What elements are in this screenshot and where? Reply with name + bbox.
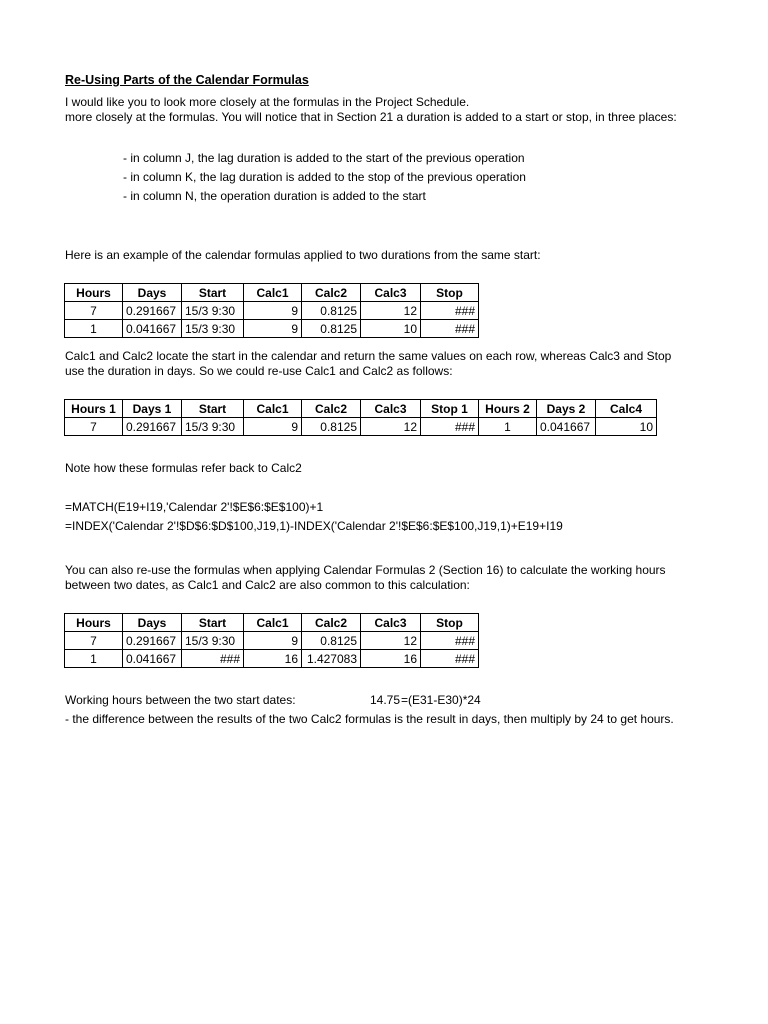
bullet-column-k: - in column K, the lag duration is added to the stop of the previous operation bbox=[123, 170, 526, 184]
cell-hours: 1 bbox=[65, 320, 123, 338]
cell-days: 0.041667 bbox=[123, 650, 182, 668]
clipped-text-line: You can also re-use the formulas when applying Calendar Formulas 2 (Section 16) to calculate the working hours bbox=[65, 563, 666, 577]
cell-stop: ### bbox=[421, 320, 479, 338]
table-row bbox=[65, 302, 479, 320]
header-calc2: Calc2 bbox=[302, 400, 361, 418]
cell-calc2: 0.8125 bbox=[302, 320, 361, 338]
header-calc4: Calc4 bbox=[596, 400, 657, 418]
header-stop: Stop bbox=[421, 614, 479, 632]
cell-calc3: 12 bbox=[361, 632, 421, 650]
header-days: Days bbox=[123, 614, 182, 632]
cell-days-2: 0.041667 bbox=[537, 418, 596, 436]
cell-calc1: 9 bbox=[244, 418, 302, 436]
cell-days: 0.041667 bbox=[123, 320, 182, 338]
cell-calc2: 0.8125 bbox=[302, 302, 361, 320]
header-calc3: Calc3 bbox=[361, 400, 421, 418]
cell-start: 15/3 9:30 bbox=[182, 302, 244, 320]
header-stop-1: Stop 1 bbox=[421, 400, 479, 418]
final-explanation: - the difference between the results of the two Calc2 formulas is the result in days, then multiply by 24 to get hours. bbox=[65, 712, 674, 726]
header-start: Start bbox=[182, 614, 244, 632]
cell-stop: ### bbox=[421, 302, 479, 320]
header-hours: Hours bbox=[65, 284, 123, 302]
header-calc1: Calc1 bbox=[244, 284, 302, 302]
cell-calc3: 10 bbox=[361, 320, 421, 338]
header-hours-2: Hours 2 bbox=[479, 400, 537, 418]
header-days-2: Days 2 bbox=[537, 400, 596, 418]
cell-start: 15/3 9:30 bbox=[182, 418, 244, 436]
working-hours-value: 14.75 bbox=[369, 693, 400, 707]
cell-stop: ### bbox=[421, 650, 479, 668]
table-row bbox=[65, 650, 479, 668]
clipped-text-line: I would like you to look more closely at the formulas in the Project Schedule. bbox=[65, 95, 470, 109]
cell-start: 15/3 9:30 bbox=[182, 632, 244, 650]
cell-calc1: 9 bbox=[244, 302, 302, 320]
example-intro: Here is an example of the calendar formulas applied to two durations from the same start: bbox=[65, 248, 541, 262]
table-row bbox=[65, 418, 657, 436]
cell-hours: 7 bbox=[65, 302, 123, 320]
header-calc2: Calc2 bbox=[302, 614, 361, 632]
reuse-paragraph: use the duration in days. So we could re-use Calc1 and Calc2 as follows: bbox=[65, 364, 453, 378]
cell-stop-1: ### bbox=[421, 418, 479, 436]
table-header-row bbox=[65, 614, 479, 632]
header-calc3: Calc3 bbox=[361, 614, 421, 632]
example-table-2 bbox=[64, 399, 657, 436]
cell-calc2: 0.8125 bbox=[302, 632, 361, 650]
cell-days: 0.291667 bbox=[123, 632, 182, 650]
example-table-3 bbox=[64, 613, 479, 668]
bullet-column-n: - in column N, the operation duration is added to the start bbox=[123, 189, 426, 203]
header-calc3: Calc3 bbox=[361, 284, 421, 302]
header-calc1: Calc1 bbox=[244, 400, 302, 418]
table-header-row bbox=[65, 400, 657, 418]
cell-calc2: 0.8125 bbox=[302, 418, 361, 436]
cell-calc2: 1.427083 bbox=[302, 650, 361, 668]
header-start: Start bbox=[182, 400, 244, 418]
working-hours-formula: =(E31-E30)*24 bbox=[401, 693, 481, 707]
cell-calc3: 16 bbox=[361, 650, 421, 668]
cell-calc3: 12 bbox=[361, 302, 421, 320]
cell-hours-1: 7 bbox=[65, 418, 123, 436]
cell-hours-2: 1 bbox=[479, 418, 537, 436]
example-table-1 bbox=[64, 283, 479, 338]
cell-start: 15/3 9:30 bbox=[182, 320, 244, 338]
cell-hours: 1 bbox=[65, 650, 123, 668]
header-calc1: Calc1 bbox=[244, 614, 302, 632]
header-hours: Hours bbox=[65, 614, 123, 632]
clipped-text-line: Calc1 and Calc2 locate the start in the calendar and return the same values on each row, whereas Calc3 and Stop bbox=[65, 349, 672, 363]
cell-calc1: 16 bbox=[244, 650, 302, 668]
cell-days-1: 0.291667 bbox=[123, 418, 182, 436]
intro-paragraph: more closely at the formulas. You will notice that in Section 21 a duration is added to a start or stop, in three places: bbox=[65, 110, 677, 124]
cell-start: ### bbox=[182, 650, 244, 668]
formula-index: =INDEX('Calendar 2'!$D$6:$D$100,J19,1)-INDEX('Calendar 2'!$E$6:$E$100,J19,1)+E19+I19 bbox=[65, 519, 563, 533]
cell-days: 0.291667 bbox=[123, 302, 182, 320]
header-stop: Stop bbox=[421, 284, 479, 302]
formula-match: =MATCH(E19+I19,'Calendar 2'!$E$6:$E$100)+1 bbox=[65, 500, 324, 514]
table-row bbox=[65, 320, 479, 338]
working-hours-paragraph: between two dates, as Calc1 and Calc2 are also common to this calculation: bbox=[65, 578, 470, 592]
note-line: Note how these formulas refer back to Calc2 bbox=[65, 461, 302, 475]
bullet-column-j: - in column J, the lag duration is added to the start of the previous operation bbox=[123, 151, 525, 165]
cell-calc1: 9 bbox=[244, 320, 302, 338]
header-start: Start bbox=[182, 284, 244, 302]
header-days-1: Days 1 bbox=[123, 400, 182, 418]
cell-calc4: 10 bbox=[596, 418, 657, 436]
cell-calc1: 9 bbox=[244, 632, 302, 650]
table-row bbox=[65, 632, 479, 650]
header-hours-1: Hours 1 bbox=[65, 400, 123, 418]
header-calc2: Calc2 bbox=[302, 284, 361, 302]
header-days: Days bbox=[123, 284, 182, 302]
cell-stop: ### bbox=[421, 632, 479, 650]
working-hours-label: Working hours between the two start dates: bbox=[65, 693, 296, 707]
cell-hours: 7 bbox=[65, 632, 123, 650]
table-header-row bbox=[65, 284, 479, 302]
page-title: Re-Using Parts of the Calendar Formulas bbox=[65, 73, 309, 87]
cell-calc3: 12 bbox=[361, 418, 421, 436]
